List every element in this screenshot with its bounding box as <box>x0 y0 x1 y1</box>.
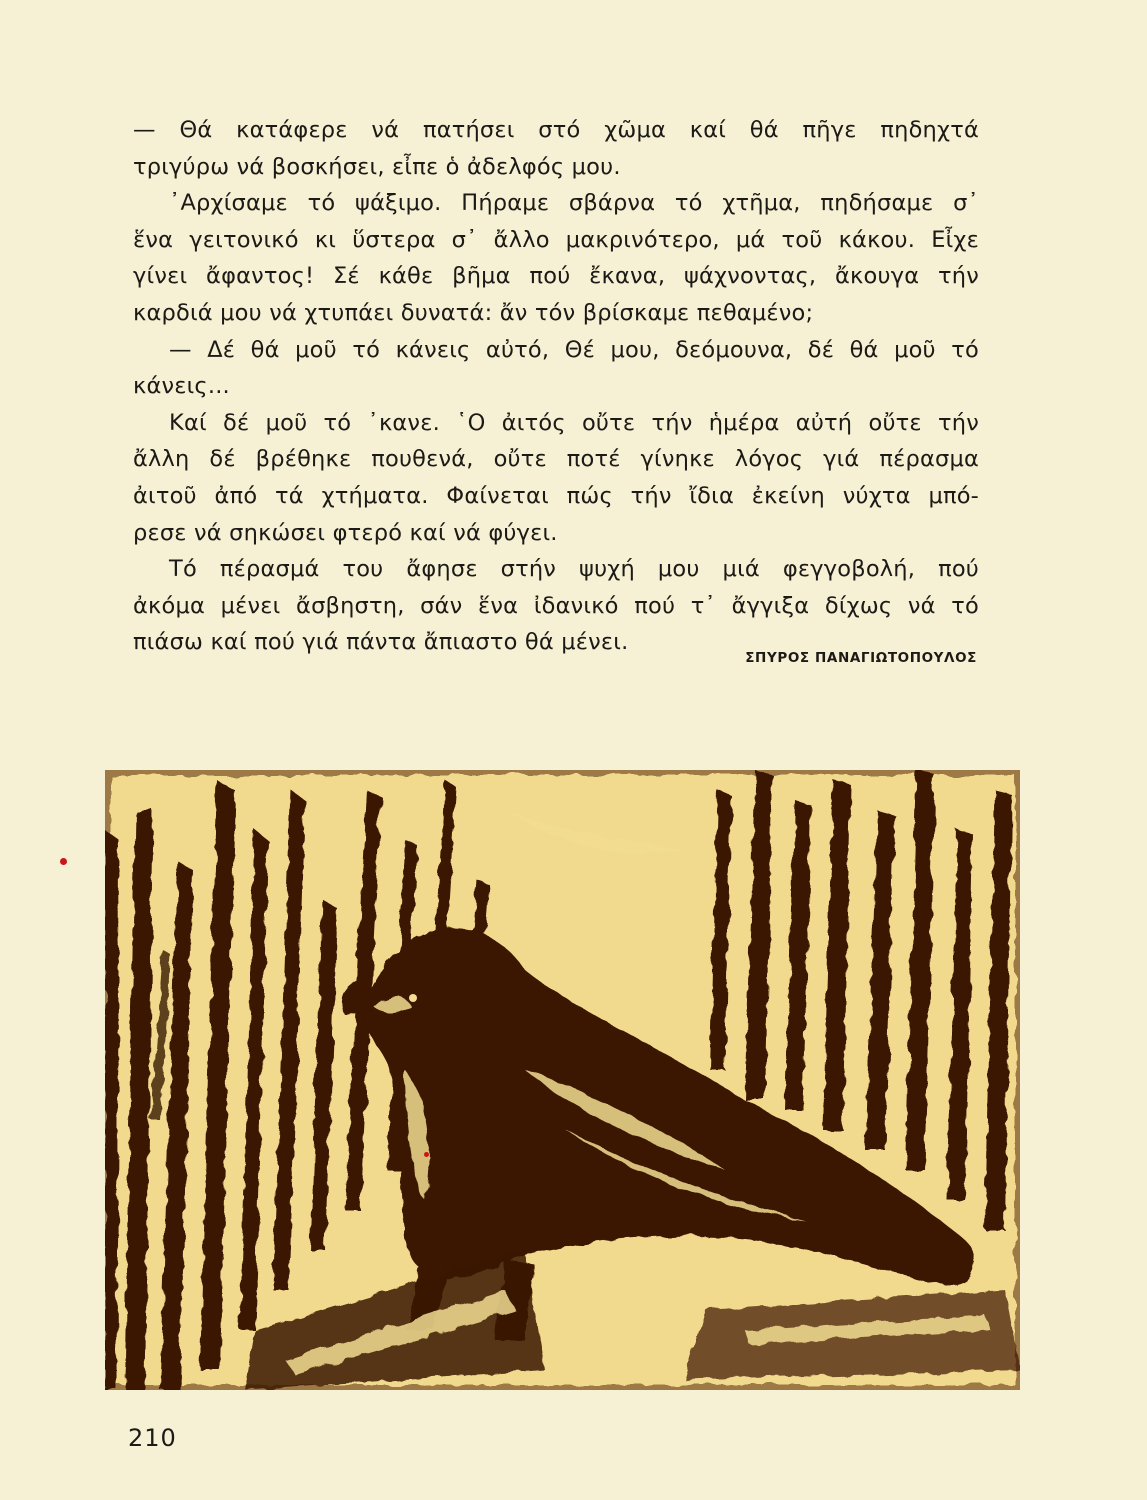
text-line: ἕνα γειτονικό κι ὕστερα σ᾿ ἄλλο μακρινότερο, μά τοῦ κάκου. Εἶχε <box>133 226 979 253</box>
text-line: πιάσω καί πού γιά πάντα ἄπιαστο θά μένει. <box>133 629 629 656</box>
red-ink-spot <box>424 1152 429 1157</box>
text-line: — Θά κατάφερε νά πατήσει στό χῶμα καί θά πῆγε πηδηχτά <box>133 117 979 143</box>
text-line: ἀιτοῦ ἀπό τά χτήματα. Φαίνεται πώς τήν ἴδια ἐκείνη νύχτα μπό- <box>133 482 979 509</box>
text-line: τριγύρω νά βοσκήσει, εἶπε ὁ ἀδελφός μου. <box>133 153 621 180</box>
story-text <box>133 112 979 661</box>
text-line: Τό πέρασμά του ἄφησε στήν ψυχή μου μιά φεγγοβολή, πού <box>169 556 979 583</box>
text-line: Καί δέ μοῦ τό ᾿κανε. ῾Ο ἀιτός οὔτε τήν ἡμέρα αὐτή οὔτε τήν <box>169 409 979 436</box>
paragraph <box>133 332 979 405</box>
eagle-eye <box>409 994 417 1002</box>
paragraph <box>133 551 979 661</box>
red-ink-spot <box>60 858 67 865</box>
text-line: ᾿Αρχίσαμε τό ψάξιμο. Πήραμε σβάρνα τό χτῆμα, πηδήσαμε σ᾿ <box>169 190 979 217</box>
author-signature: ΣΠΥΡΟΣ ΠΑΝΑΓΙΩΤΟΠΟΥΛΟΣ <box>745 650 977 666</box>
page-number: 210 <box>128 1424 177 1452</box>
paragraph <box>133 405 979 551</box>
text-line: κάνεις... <box>133 373 230 400</box>
text-line: καρδιά μου νά χτυπάει δυνατά: ἄν τόν βρίσκαμε πεθαμένο; <box>133 299 814 326</box>
text-line: γίνει ἄφαντος! Σέ κάθε βῆμα πού ἔκανα, ψάχνοντας, ἄκουγα τήν <box>133 263 979 290</box>
text-line: ρεσε νά σηκώσει φτερό καί νά φύγει. <box>133 519 558 546</box>
eagle-woodcut-illustration <box>105 770 1020 1390</box>
paragraph <box>133 185 979 331</box>
text-line: — Δέ θά μοῦ τό κάνεις αὐτό, Θέ μου, δεόμουνα, δέ θά μοῦ τό <box>169 336 979 363</box>
paragraph <box>133 112 979 185</box>
text-line: ἀκόμα μένει ἄσβηστη, σάν ἕνα ἰδανικό πού τ᾿ ἄγγιξα δίχως νά τό <box>133 592 979 619</box>
text-line: ἄλλη δέ βρέθηκε πουθενά, οὔτε ποτέ γίνηκε λόγος γιά πέρασμα <box>133 446 979 473</box>
